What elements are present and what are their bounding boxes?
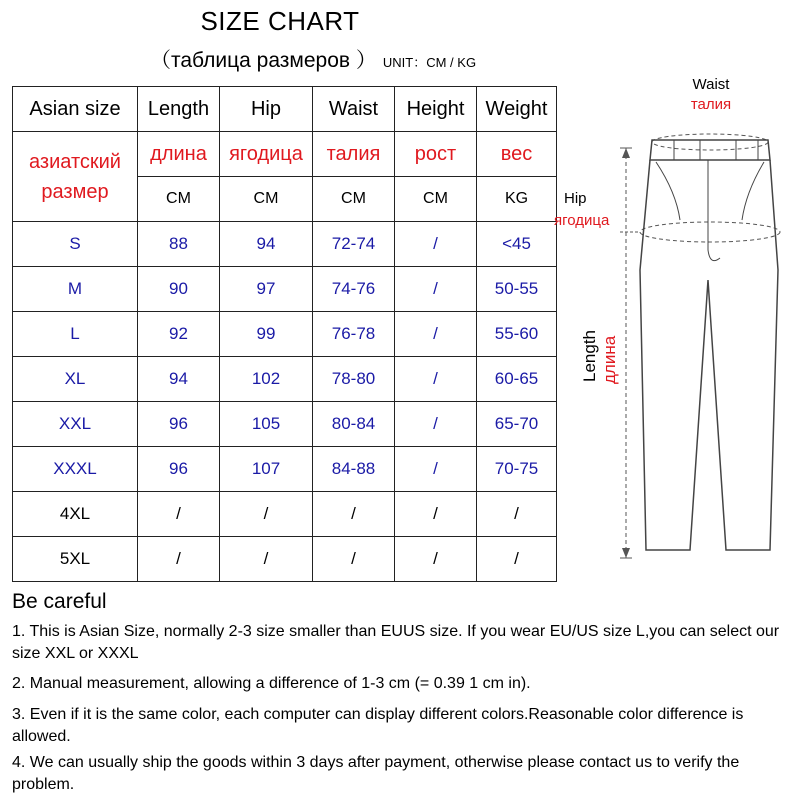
table-cell: 92 <box>138 312 220 357</box>
table-cell: 107 <box>220 447 313 492</box>
header-cell: Length <box>138 87 220 132</box>
table-header-ru-row <box>13 132 557 177</box>
table-row <box>13 357 557 402</box>
table-cell: 55-60 <box>477 312 557 357</box>
table-cell: 96 <box>138 402 220 447</box>
waist-label-ru: талия <box>690 96 732 113</box>
table-cell: / <box>220 537 313 582</box>
table-cell: 90 <box>138 267 220 312</box>
table-cell: 88 <box>138 222 220 267</box>
table-cell: / <box>477 537 557 582</box>
table-cell: / <box>395 222 477 267</box>
table-cell: / <box>395 267 477 312</box>
pants-body <box>640 160 778 550</box>
header-ru-cell: ягодица <box>220 132 313 177</box>
unit-cell: KG <box>477 177 557 222</box>
table-cell: / <box>313 492 395 537</box>
waist-label: Waist <box>692 76 730 93</box>
pants-diagram <box>554 70 800 590</box>
table-cell: 94 <box>220 222 313 267</box>
unit-cell: CM <box>220 177 313 222</box>
hip-label: Hip <box>564 190 587 207</box>
table-cell: / <box>220 492 313 537</box>
table-cell: <45 <box>477 222 557 267</box>
pants-outline-svg <box>560 70 800 590</box>
header-cell: Height <box>395 87 477 132</box>
unit-cell: CM <box>313 177 395 222</box>
table-cell: 102 <box>220 357 313 402</box>
care-note-2: 2. Manual measurement, allowing a difference of 1-3 cm (= 0.39 1 cm in). <box>12 675 531 692</box>
size-chart-table <box>12 86 557 582</box>
table-cell: 94 <box>138 357 220 402</box>
table-cell: 72-74 <box>313 222 395 267</box>
table-row <box>13 447 557 492</box>
table-cell: 5XL <box>13 537 138 582</box>
table-cell: 97 <box>220 267 313 312</box>
table-cell: / <box>477 492 557 537</box>
table-header-row <box>13 87 557 132</box>
page-title: SIZE CHART <box>200 6 360 36</box>
hip-measure-ellipse <box>640 222 780 242</box>
table-cell: 78-80 <box>313 357 395 402</box>
header-cell: Waist <box>313 87 395 132</box>
table-cell: / <box>395 312 477 357</box>
header-ru-cell: вес <box>477 132 557 177</box>
table-cell: / <box>395 402 477 447</box>
table-cell: 96 <box>138 447 220 492</box>
header-ru-cell: азиатский размер <box>13 132 138 222</box>
table-cell: S <box>13 222 138 267</box>
pocket-left <box>656 162 680 220</box>
table-cell: / <box>395 447 477 492</box>
table-cell: 65-70 <box>477 402 557 447</box>
table-cell: XL <box>13 357 138 402</box>
table-row <box>13 402 557 447</box>
care-note-1: 1. This is Asian Size, normally 2-3 size smaller than EUUS size. If you wear EU/US size L,you can select our size XXL or XXXL <box>12 623 780 662</box>
table-cell: 74-76 <box>313 267 395 312</box>
table-cell: 4XL <box>13 492 138 537</box>
table-cell: 99 <box>220 312 313 357</box>
length-label: Length <box>580 330 599 382</box>
header-cell: Asian size <box>13 87 138 132</box>
unit-cell: CM <box>395 177 477 222</box>
table-cell: / <box>313 537 395 582</box>
waist-measure-ellipse <box>652 134 768 150</box>
table-row <box>13 222 557 267</box>
table-cell: 84-88 <box>313 447 395 492</box>
length-label-ru: длина <box>600 335 619 384</box>
table-cell: / <box>395 357 477 402</box>
table-row <box>13 537 557 582</box>
table-cell: / <box>138 537 220 582</box>
table-row <box>13 267 557 312</box>
table-cell: / <box>395 537 477 582</box>
table-cell: XXL <box>13 402 138 447</box>
unit-label: UNIT：CM / KG <box>382 55 477 70</box>
table-cell: L <box>13 312 138 357</box>
header-ru-cell: рост <box>395 132 477 177</box>
table-cell: 80-84 <box>313 402 395 447</box>
care-note-4: 4. We can usually ship the goods within 3 days after payment, otherwise please contact us to verify the problem. <box>12 754 740 793</box>
subtitle-ru: （таблица размеров ） <box>150 49 377 72</box>
table-cell: 76-78 <box>313 312 395 357</box>
page-subtitle <box>150 44 476 74</box>
care-note-3: 3. Even if it is the same color, each computer can display different colors.Reasonable color difference is allowed. <box>12 706 744 745</box>
table-cell: 70-75 <box>477 447 557 492</box>
header-cell: Hip <box>220 87 313 132</box>
table-cell: XXXL <box>13 447 138 492</box>
hip-label-ru: ягодица <box>554 212 610 229</box>
table-cell: / <box>138 492 220 537</box>
header-ru-cell: длина <box>138 132 220 177</box>
table-cell: 50-55 <box>477 267 557 312</box>
table-cell: / <box>395 492 477 537</box>
unit-cell: CM <box>138 177 220 222</box>
header-cell: Weight <box>477 87 557 132</box>
header-ru-cell: талия <box>313 132 395 177</box>
table-row <box>13 312 557 357</box>
table-cell: 60-65 <box>477 357 557 402</box>
pocket-right <box>742 162 764 220</box>
care-title: Be careful <box>12 590 107 613</box>
table-cell: M <box>13 267 138 312</box>
table-row <box>13 492 557 537</box>
table-cell: 105 <box>220 402 313 447</box>
